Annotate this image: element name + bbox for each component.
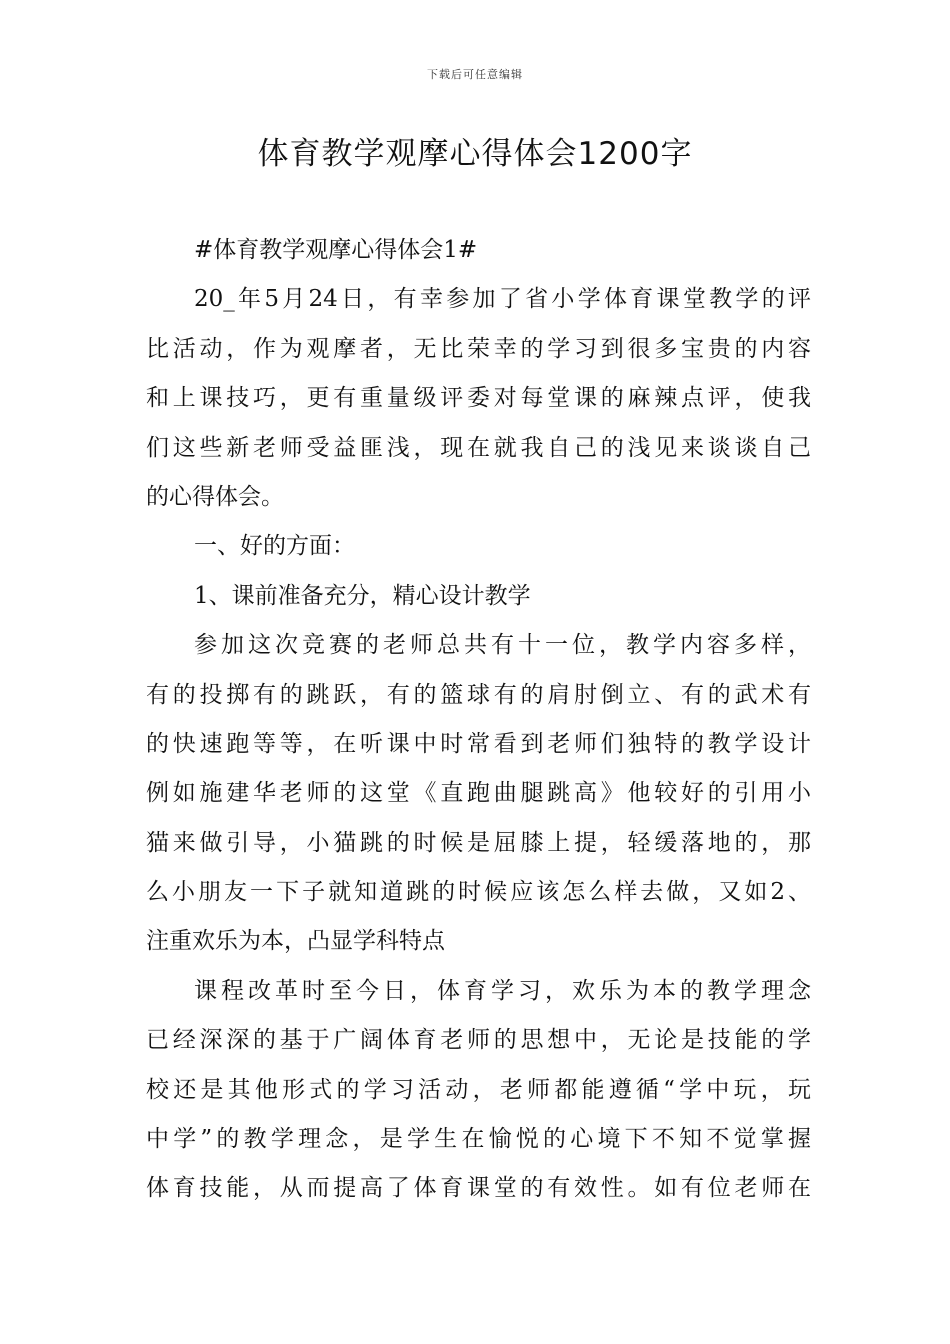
paragraph-line: 们这些新老师受益匪浅，现在就我自己的浅见来谈谈自己 — [146, 434, 811, 461]
paragraph-line: 注重欢乐为本，凸显学科特点 — [146, 928, 445, 955]
paragraph-line: 校还是其他形式的学习活动，老师都能遵循“学中玩，玩 — [146, 1076, 811, 1103]
paragraph-line: 参加这次竞赛的老师总共有十一位，教学内容多样， — [194, 632, 811, 659]
paragraph-line: 20_年5月24日，有幸参加了省小学体育课堂教学的评 — [194, 286, 811, 313]
paragraph-line: 课程改革时至今日，体育学习，欢乐为本的教学理念 — [194, 977, 811, 1004]
subheading: 1、课前准备充分，精心设计教学 — [194, 582, 531, 609]
paragraph-line: 么小朋友一下子就知道跳的时候应该怎么样去做，又如2、 — [146, 879, 811, 906]
header-note: 下载后可任意编辑 — [427, 68, 523, 81]
document-body — [146, 228, 811, 1216]
subheading: 一、好的方面： — [194, 533, 355, 560]
paragraph-line: 例如施建华老师的这堂《直跑曲腿跳高》他较好的引用小 — [146, 780, 811, 807]
paragraph-line: 比活动，作为观摩者，无比荣幸的学习到很多宝贵的内容 — [146, 335, 811, 362]
document-title: 体育教学观摩心得体会1200字 — [257, 136, 693, 172]
paragraph-line: 中学”的教学理念，是学生在愉悦的心境下不知不觉掌握 — [146, 1126, 811, 1153]
paragraph-line: 有的投掷有的跳跃，有的篮球有的肩肘倒立、有的武术有 — [146, 681, 811, 708]
paragraph-line: 体育技能，从而提高了体育课堂的有效性。如有位老师在 — [146, 1175, 811, 1202]
paragraph-line: 的心得体会。 — [146, 483, 284, 510]
paragraph-line: 已经深深的基于广阔体育老师的思想中，无论是技能的学 — [146, 1027, 811, 1054]
paragraph-line: 猫来做引导，小猫跳的时候是屈膝上提，轻缓落地的，那 — [146, 829, 811, 856]
paragraph-line: 的快速跑等等，在听课中时常看到老师们独特的教学设计 — [146, 730, 811, 757]
paragraph-line: 和上课技巧，更有重量级评委对每堂课的麻辣点评，使我 — [146, 385, 811, 412]
section-heading: #体育教学观摩心得体会1# — [194, 237, 478, 263]
